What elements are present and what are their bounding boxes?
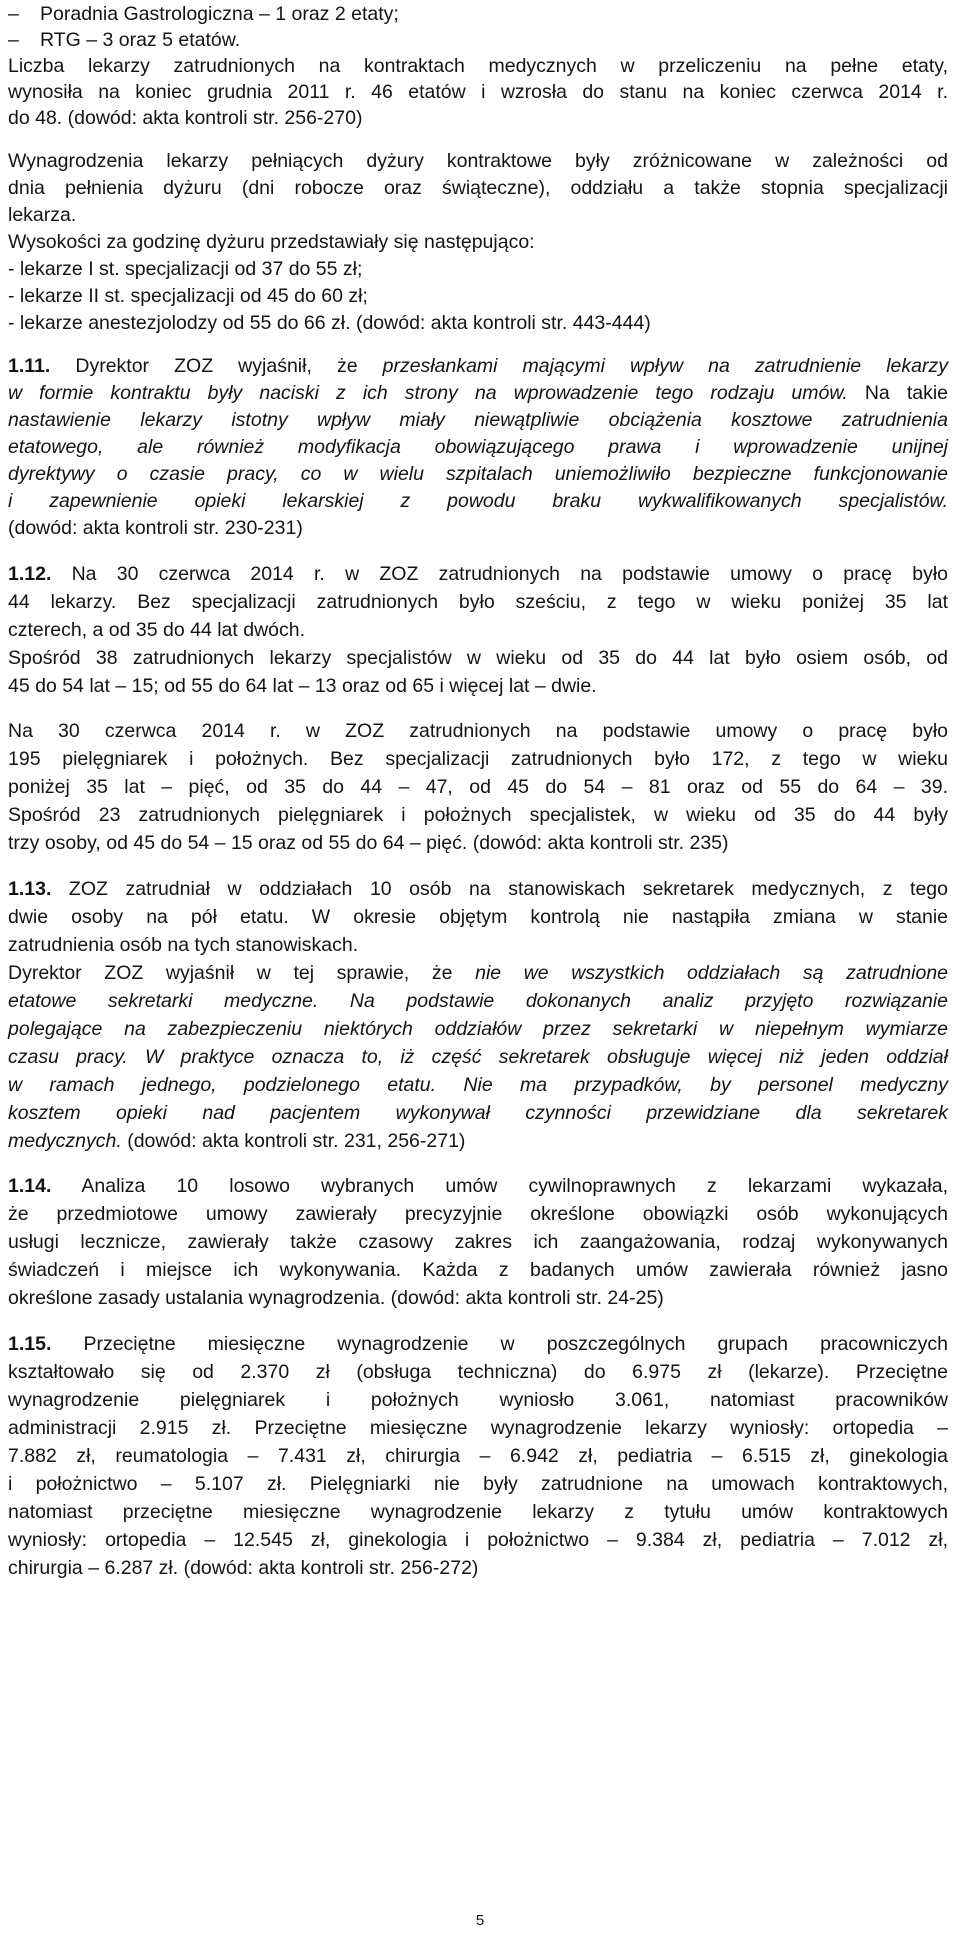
page-number: 5	[475, 1912, 485, 1929]
text-line: wynagrodzenie pielęgniarek i położnych wyniosło 3.061, natomiast pracowników	[8, 1389, 948, 1411]
text-line: poniżej 35 lat – pięć, od 35 do 44 – 47, od 45 do 54 – 81 oraz od 55 do 64 – 39.	[8, 776, 948, 798]
text-line: - lekarze I st. specjalizacji od 37 do 55 zł;	[8, 258, 363, 280]
text-line: czterech, a od 35 do 44 lat dwóch.	[8, 619, 306, 641]
text-line: 44 lekarzy. Bez specjalizacji zatrudnionych było sześciu, z tego w wieku poniżej 35 lat	[8, 591, 948, 613]
text-line: że przedmiotowe umowy zawierały precyzyjnie określone obowiązki osób wykonujących	[8, 1203, 948, 1225]
section-number: 1.12.	[8, 563, 52, 585]
section-1-15-line: 1.15. Przeciętne miesięczne wynagrodzenie w poszczególnych grupach pracowniczych	[8, 1333, 948, 1355]
section-1-11-line: w formie kontraktu były naciski z ich strony na wprowadzenie tego rodzaju umów. Na takie	[8, 382, 949, 404]
text-line: określone zasady ustalania wynagrodzenia. (dowód: akta kontroli str. 24-25)	[8, 1287, 664, 1309]
text-line: do 48. (dowód: akta kontroli str. 256-270)	[8, 107, 363, 129]
text-line: natomiast przeciętne miesięczne wynagrodzenie lekarzy z tytułu umów kontraktowych	[8, 1501, 948, 1523]
section-1-13-line: 1.13. ZOZ zatrudniał w oddziałach 10 osób na stanowiskach sekretarek medycznych, z tego	[8, 878, 948, 900]
list-item: Poradnia Gastrologiczna – 1 oraz 2 etaty;	[40, 3, 399, 25]
section-number: 1.14.	[8, 1175, 52, 1197]
section-1-14-line: 1.14. Analiza 10 losowo wybranych umów cywilnoprawnych z lekarzami wykazała,	[8, 1175, 948, 1197]
text-line: wyniosły: ortopedia – 12.545 zł, ginekologia i położnictwo – 9.384 zł, pediatria – 7.012 zł,	[8, 1529, 948, 1551]
text-line: świadczeń i miejsce ich wykonywania. Każda z badanych umów zawierała również jasno	[8, 1259, 948, 1281]
text-line: dwie osoby na pół etatu. W okresie objętym kontrolą nie nastąpiła zmiana w stanie	[8, 906, 948, 928]
text-line: - lekarze anestezjolodzy od 55 do 66 zł. (dowód: akta kontroli str. 443-444)	[8, 312, 651, 334]
text-line: etatowe sekretarki medyczne. Na podstawie dokonanych analiz przyjęto rozwiązanie	[8, 990, 948, 1012]
section-1-11-line: 1.11. Dyrektor ZOZ wyjaśnił, że przesłankami mającymi wpływ na zatrudnienie lekarzy	[8, 355, 948, 377]
text-line: Wynagrodzenia lekarzy pełniących dyżury kontraktowe były zróżnicowane w zależności od	[8, 150, 948, 172]
text-line: nastawienie lekarzy istotny wpływ miały niewątpliwie obciążenia kosztowe zatrudnienia	[8, 409, 948, 431]
text-line: usługi lecznicze, zawierały także czasowy zakres ich zaangażowania, rodzaj wykonywanych	[8, 1231, 948, 1253]
list-item: RTG – 3 oraz 5 etatów.	[40, 29, 241, 51]
text-line: (dowód: akta kontroli str. 230-231)	[8, 517, 303, 539]
text-line: 45 do 54 lat – 15; od 55 do 64 lat – 13 oraz od 65 i więcej lat – dwie.	[8, 675, 597, 697]
text-line: Wysokości za godzinę dyżuru przedstawiały się następująco:	[8, 231, 535, 253]
text-line: Dyrektor ZOZ wyjaśnił w tej sprawie, że nie we wszystkich oddziałach są zatrudnione	[8, 962, 949, 984]
text-line: 195 pielęgniarek i położnych. Bez specjalizacji zatrudnionych było 172, z tego w wieku	[8, 748, 948, 770]
text-line: Liczba lekarzy zatrudnionych na kontraktach medycznych w przeliczeniu na pełne etaty,	[8, 55, 948, 77]
section-number: 1.13.	[8, 878, 52, 900]
text-line: kosztem opieki nad pacjentem wykonywał czynności przewidziane dla sekretarek	[8, 1102, 948, 1124]
text-line: kształtowało się od 2.370 zł (obsługa techniczna) do 6.975 zł (lekarze). Przeciętne	[8, 1361, 948, 1383]
text-line: w ramach jednego, podzielonego etatu. Nie ma przypadków, by personel medyczny	[8, 1074, 948, 1096]
text-line: dnia pełnienia dyżuru (dni robocze oraz świąteczne), oddziału a także stopnia specjalizacji	[8, 177, 948, 199]
section-1-12-line: 1.12. Na 30 czerwca 2014 r. w ZOZ zatrudnionych na podstawie umowy o pracę było	[8, 563, 948, 585]
text-line: zatrudnienia osób na tych stanowiskach.	[8, 934, 359, 956]
text-line: lekarza.	[8, 204, 77, 226]
text-line: medycznych. (dowód: akta kontroli str. 231, 256-271)	[8, 1130, 466, 1152]
text-line: czasu pracy. W praktyce oznacza to, iż część sekretarek obsługuje więcej niż jeden oddział	[8, 1046, 948, 1068]
text-line: 7.882 zł, reumatologia – 7.431 zł, chirurgia – 6.942 zł, pediatria – 6.515 zł, ginekologia	[8, 1445, 948, 1467]
text-line: administracji 2.915 zł. Przeciętne miesięczne wynagrodzenie lekarzy wyniosły: ortopedia –	[8, 1417, 948, 1439]
text-line: polegające na zabezpieczeniu niektórych oddziałów przez sekretarki w niepełnym wymiarze	[8, 1018, 948, 1040]
text-line: i położnictwo – 5.107 zł. Pielęgniarki nie były zatrudnione na umowach kontraktowych,	[8, 1473, 948, 1495]
section-number: 1.15.	[8, 1333, 52, 1355]
text-line: wynosiła na koniec grudnia 2011 r. 46 etatów i wzrosła do stanu na koniec czerwca 2014 r.	[8, 81, 948, 103]
text-line: - lekarze II st. specjalizacji od 45 do 60 zł;	[8, 285, 368, 307]
text-line: Na 30 czerwca 2014 r. w ZOZ zatrudnionych na podstawie umowy o pracę było	[8, 720, 948, 742]
list-dash: –	[8, 29, 19, 51]
text-line: etatowego, ale również modyfikacja obowiązującego prawa i wprowadzenie unijnej	[8, 436, 948, 458]
text-line: Spośród 38 zatrudnionych lekarzy specjalistów w wieku od 35 do 44 lat było osiem osób, od	[8, 647, 948, 669]
text-line: chirurgia – 6.287 zł. (dowód: akta kontroli str. 256-272)	[8, 1557, 479, 1579]
text-line: i zapewnienie opieki lekarskiej z powodu braku wykwalifikowanych specjalistów.	[8, 490, 948, 512]
text-line: dyrektywy o czasie pracy, co w wielu szpitalach uniemożliwiło bezpieczne funkcjonowanie	[8, 463, 948, 485]
text-line: trzy osoby, od 45 do 54 – 15 oraz od 55 do 64 – pięć. (dowód: akta kontroli str. 235)	[8, 832, 729, 854]
text-line: Spośród 23 zatrudnionych pielęgniarek i położnych specjalistek, w wieku od 35 do 44 były	[8, 804, 948, 826]
list-dash: –	[8, 3, 19, 25]
section-number: 1.11.	[8, 355, 51, 377]
